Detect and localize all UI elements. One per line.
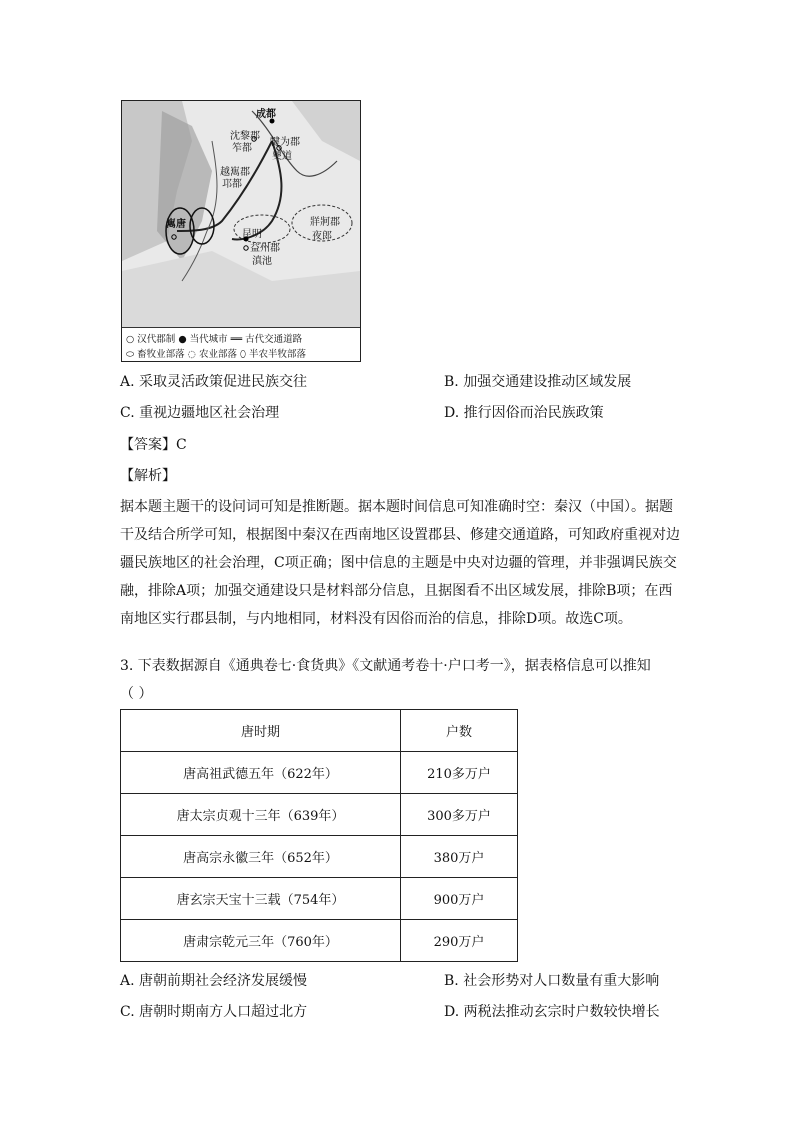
table-cell-period: 唐高宗永徽三年（652年） — [121, 836, 401, 878]
map-figure — [121, 100, 361, 362]
map-label-qiongdu: 邛都 — [222, 179, 242, 190]
q3-option-a[interactable]: A. 唐朝前期社会经济发展缓慢 — [120, 973, 308, 989]
table-header-period: 唐时期 — [121, 710, 401, 752]
table-cell-period: 唐太宗贞观十三年（639年） — [121, 794, 401, 836]
legend-row-2: ⬭ 畜牧业部落 ◌ 农业部落 ⬯ 半农半牧部落 — [126, 349, 306, 360]
table-cell-households: 300多万户 — [401, 794, 518, 836]
q2-option-b[interactable]: B. 加强交通建设推动区域发展 — [444, 374, 632, 390]
table-header-row — [121, 710, 518, 752]
table-cell-period: 唐肃宗乾元三年（760年） — [121, 920, 401, 962]
q3-option-c[interactable]: C. 唐朝时期南方人口超过北方 — [120, 1004, 308, 1020]
table-cell-households: 290万户 — [401, 920, 518, 962]
q2-option-d[interactable]: D. 推行因俗而治民族政策 — [444, 405, 604, 421]
q2-option-c[interactable]: C. 重视边疆地区社会治理 — [120, 405, 280, 421]
map-label-yuexi: 越嶲郡 — [220, 167, 250, 178]
analysis-text: 据本题主题干的设问词可知是推断题。据本题时间信息可知准确时空：秦汉（中国）。据题干及结合所学可知，根据图中秦汉在西南地区设置郡县、修建交通道路，可知政府重视对边疆民族地区的社会治理，C项正确；图中信息的主题是中央对边疆的管理，并非强调民族交融，排除A项；加强交通建设只是材料部分信息，且据图看不出区域发展，排除B项；在西南地区实行郡县制，与内地相同，材料没有因俗而治的信息，排除D项。故选C项。 — [120, 499, 680, 627]
q3-option-b[interactable]: B. 社会形势对人口数量有重大影响 — [444, 973, 660, 989]
map-label-zuodu: 笮都 — [232, 143, 252, 154]
analysis-heading: 【解析】 — [120, 468, 176, 484]
table-row — [121, 836, 518, 878]
legend-row-1: ○ 汉代郡制 ● 当代城市 ══ 古代交通道路 — [126, 334, 303, 345]
map-label-chengdu: 成都 — [256, 109, 276, 120]
table-row — [121, 752, 518, 794]
map-label-zangke: 牂牁郡 — [310, 217, 340, 228]
map-label-kunming: 昆明 — [242, 229, 262, 240]
q3-answer-blank: （ ） — [120, 686, 153, 702]
table-cell-period: 唐玄宗天宝十三载（754年） — [121, 878, 401, 920]
map-label-yelang: 夜郎 — [312, 231, 332, 242]
q2-option-a[interactable]: A. 采取灵活政策促进民族交往 — [120, 374, 308, 390]
table-row — [121, 794, 518, 836]
table-row — [121, 878, 518, 920]
map-label-jianwei: 犍为郡 — [270, 137, 300, 148]
map-label-shenli: 沈黎郡 — [230, 131, 260, 142]
table-cell-households: 900万户 — [401, 878, 518, 920]
table-cell-period: 唐高祖武德五年（622年） — [121, 752, 401, 794]
map-label-yizhou: 益州郡 — [250, 243, 280, 254]
q3-stem: 3. 下表数据源自《通典卷七·食货典》《文献通考卷十·户口考一》，据表格信息可以推知 — [120, 658, 651, 674]
household-table — [120, 709, 518, 962]
answer-line: 【答案】C — [120, 437, 187, 453]
table-header-households: 户数 — [401, 710, 518, 752]
table-cell-households: 210多万户 — [401, 752, 518, 794]
map-label-xitang: 嶲唐 — [166, 219, 186, 230]
map-label-bodao: 僰道 — [272, 151, 292, 162]
table-row — [121, 920, 518, 962]
table-cell-households: 380万户 — [401, 836, 518, 878]
q3-option-d[interactable]: D. 两税法推动玄宗时户数较快增长 — [444, 1004, 660, 1020]
map-label-dianchi: 滇池 — [252, 256, 272, 267]
map-legend — [122, 327, 360, 362]
